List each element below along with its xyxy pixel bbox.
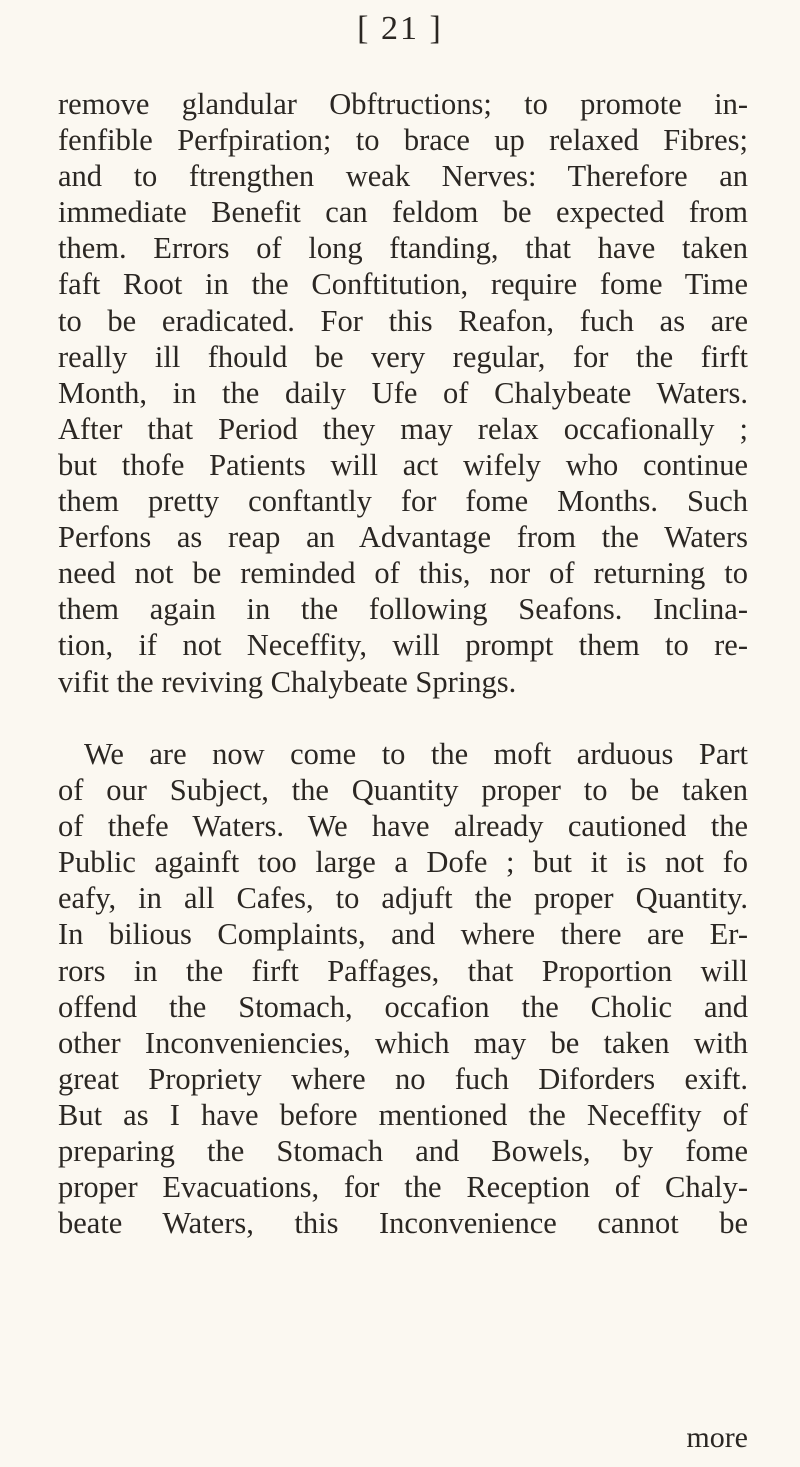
text-line: them again in the following Seafons. Inclina- [58,592,748,627]
text-line: of our Subject, the Quantity proper to be taken [58,773,748,808]
text-line: great Propriety where no fuch Diforders exift. [58,1061,748,1096]
text-line: other Inconveniencies, which may be taken with [58,1025,748,1060]
text-line: them pretty conftantly for fome Months. Such [58,484,748,519]
text-line: Month, in the daily Ufe of Chalybeate Waters. [58,375,748,410]
text-line: tion, if not Neceffity, will prompt them to re- [58,628,748,663]
paragraph-2 [58,736,758,1241]
text-line: vifit the reviving Chalybeate Springs. [58,664,517,699]
text-line: rors in the firft Paffages, that Proportion will [58,953,748,988]
text-line: need not be reminded of this, nor of returning to [58,556,748,591]
text-line: but thofe Patients will act wifely who continue [58,447,748,482]
text-line: them. Errors of long ftanding, that have taken [58,231,748,266]
text-line: Public againft too large a Dofe ; but it is not fo [58,845,748,880]
catchword: more [686,1421,748,1454]
text-line: remove glandular Obftructions; to promote in- [58,87,748,121]
text-line: immediate Benefit can feldom be expected from [58,195,748,230]
text-line: to be eradicated. For this Reafon, fuch as are [58,303,748,338]
text-line: eafy, in all Cafes, to adjuft the proper Quantity. [58,881,748,916]
text-line: of thefe Waters. We have already cautioned the [58,809,748,844]
paragraph-1 [58,86,758,700]
text-line: really ill fhould be very regular, for the firft [58,339,748,374]
text-line: offend the Stomach, occafion the Cholic and [58,989,748,1024]
text-line: proper Evacuations, for the Reception of Chaly- [58,1170,748,1205]
text-line: beate Waters, this Inconvenience cannot be [58,1206,748,1241]
text-line: Perfons as reap an Advantage from the Waters [58,520,748,555]
text-line: fenfible Perfpiration; to brace up relaxed Fibres; [58,123,748,158]
text-line: preparing the Stomach and Bowels, by fome [58,1134,748,1169]
text-line: faft Root in the Conftitution, require fome Time [58,267,748,302]
text-line: and to ftrengthen weak Nerves: Therefore an [58,159,748,194]
text-line: But as I have before mentioned the Neceffity of [58,1097,748,1132]
text-line: In bilious Complaints, and where there are Er- [58,917,748,952]
text-line: We are now come to the moft arduous Part [84,737,748,771]
text-line: After that Period they may relax occafionally ; [58,411,748,446]
page-number: [ 21 ] [357,10,443,47]
